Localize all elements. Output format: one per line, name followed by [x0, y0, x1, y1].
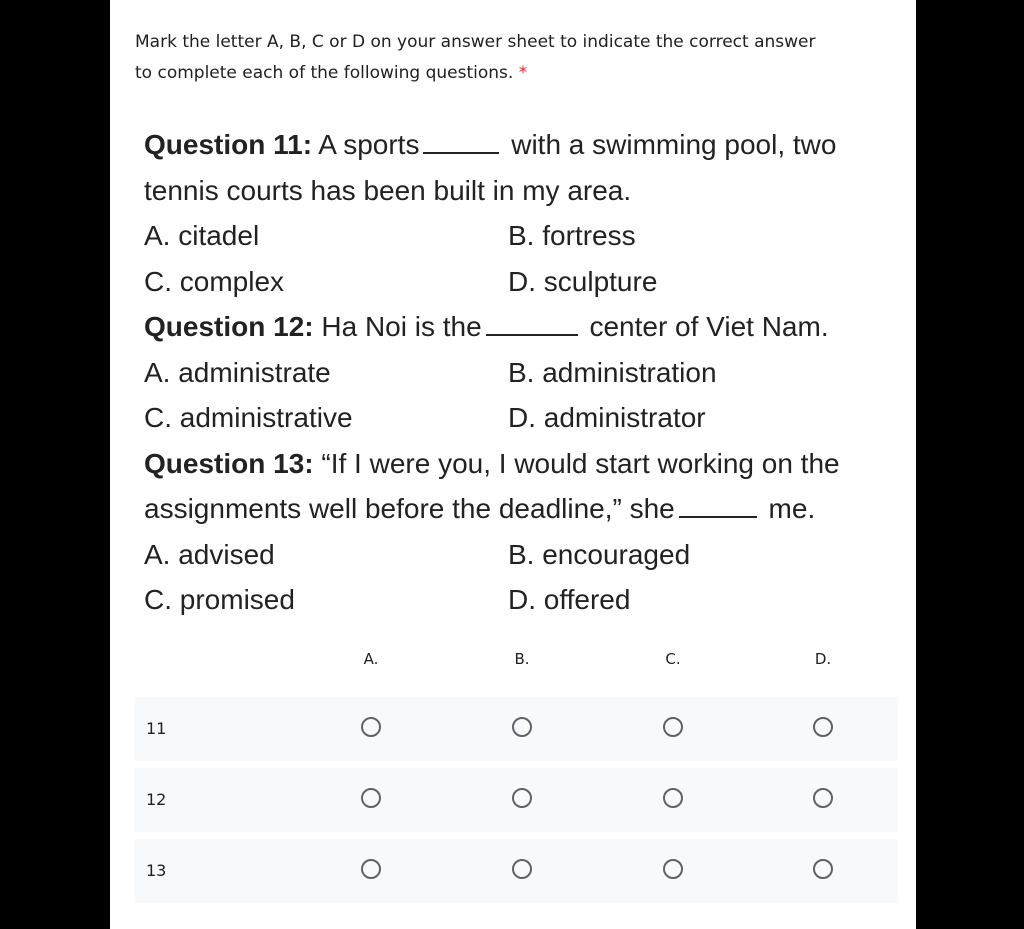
radio-11-b[interactable] [512, 717, 532, 737]
grid-row-label: 11 [146, 719, 167, 738]
answer-blank [423, 134, 499, 154]
question-13-option-b: B. encouraged [508, 538, 691, 570]
question-13-option-d: D. offered [508, 584, 631, 615]
question-13-line-1: Question 13: “If I were you, I would start working on the [144, 447, 840, 479]
question-12-label: Question 12: [144, 311, 314, 342]
radio-12-b[interactable] [512, 788, 532, 808]
grid-column-b: B. [514, 650, 530, 668]
instructions-line-1: Mark the letter A, B, C or D on your answer sheet to indicate the correct answer [135, 32, 816, 52]
question-11-option-a: A. citadel [144, 220, 260, 251]
question-12-option-a: A. administrate [144, 356, 331, 388]
instructions-line-2: to complete each of the following questions. [135, 63, 514, 83]
radio-12-a[interactable] [361, 788, 381, 808]
grid-row-11 [135, 697, 898, 761]
question-13-line-2: assignments well before the deadline,” she me. [144, 493, 816, 524]
question-13-option-c: C. promised [144, 584, 295, 615]
radio-11-a[interactable] [361, 717, 381, 737]
question-12-option-d: D. administrator [508, 402, 706, 433]
form-card [110, 0, 916, 929]
grid-row-label: 12 [146, 790, 167, 809]
question-11-line-2: tennis courts has been built in my area. [144, 174, 632, 206]
radio-11-d[interactable] [813, 717, 833, 737]
question-image [144, 122, 904, 623]
radio-11-c[interactable] [663, 717, 683, 737]
question-12-option-b: B. administration [508, 356, 717, 388]
radio-13-d[interactable] [813, 859, 833, 879]
grid-column-a: A. [363, 650, 379, 668]
question-13-option-a: A. advised [144, 538, 275, 570]
question-11-label: Question 11: [144, 129, 313, 160]
radio-13-b[interactable] [512, 859, 532, 879]
grid-column-d: D. [814, 650, 832, 668]
question-11-option-b: B. fortress [508, 220, 636, 251]
grid-column-c: C. [665, 650, 681, 668]
grid-header [135, 650, 898, 674]
question-11-line-1: Question 11: A sports with a swimming pool, two [144, 129, 837, 160]
grid-row-label: 13 [146, 861, 167, 880]
question-12-line-1: Question 12: Ha Noi is the center of Viet Nam. [144, 311, 829, 342]
question-11-option-d: D. sculpture [508, 265, 658, 297]
answer-blank [679, 498, 757, 518]
radio-12-c[interactable] [663, 788, 683, 808]
radio-12-d[interactable] [813, 788, 833, 808]
grid-row-13 [135, 839, 898, 903]
grid-row-12 [135, 768, 898, 832]
question-13-label: Question 13: [144, 447, 314, 479]
question-title [135, 27, 905, 89]
question-12-option-c: C. administrative [144, 402, 353, 433]
question-11-option-c: C. complex [144, 265, 285, 297]
required-asterisk: * [518, 63, 528, 83]
radio-13-a[interactable] [361, 859, 381, 879]
answer-blank [486, 316, 578, 336]
radio-13-c[interactable] [663, 859, 683, 879]
